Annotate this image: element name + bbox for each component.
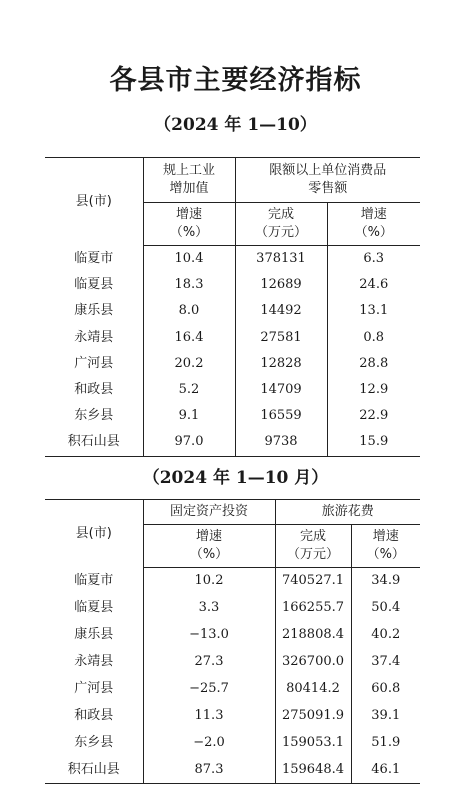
value-cell: 10.4 [143, 246, 235, 273]
value-cell: 51.9 [351, 729, 420, 756]
page-title: 各县市主要经济指标 [109, 65, 362, 96]
value-cell: 11.3 [143, 702, 275, 729]
table-row [45, 676, 420, 703]
value-cell: 24.6 [327, 272, 420, 298]
table2-subtitle: （2024 年 1—10 月） [142, 468, 329, 488]
value-cell: 12.9 [327, 377, 420, 403]
subheader-line: （%） [354, 225, 393, 240]
value-cell: 159053.1 [275, 729, 351, 756]
value-cell: 27.3 [143, 649, 275, 676]
value-cell: 740527.1 [275, 568, 351, 595]
value-cell: 20.2 [143, 351, 235, 377]
subheader-line: 增速 [360, 207, 387, 222]
value-cell: 14709 [235, 377, 327, 403]
value-cell: 9738 [235, 429, 327, 456]
table-row [45, 595, 420, 622]
value-cell: 40.2 [351, 622, 420, 649]
row-header [45, 158, 143, 246]
value-cell: 46.1 [351, 756, 420, 783]
value-cell: 34.9 [351, 568, 420, 595]
value-cell: 218808.4 [275, 622, 351, 649]
county-cell: 积石山县 [67, 434, 120, 450]
value-cell: 159648.4 [275, 756, 351, 783]
value-cell: 378131 [235, 246, 327, 273]
county-cell: 和政县 [74, 707, 114, 723]
county-cell: 和政县 [74, 382, 114, 398]
group-header-line: 旅游花费 [321, 504, 374, 519]
county-cell: 康乐县 [74, 303, 114, 319]
value-cell: −13.0 [143, 622, 275, 649]
value-cell: 50.4 [351, 595, 420, 622]
value-cell: 14492 [235, 298, 327, 324]
table-row [45, 622, 420, 649]
subheader-line: （%） [189, 547, 229, 562]
county-cell: 临夏市 [74, 573, 114, 589]
value-cell: 22.9 [327, 403, 420, 429]
county-cell: 临夏县 [74, 277, 114, 293]
table2 [45, 499, 420, 784]
group-header-retail [235, 158, 420, 203]
county-cell: 广河县 [74, 355, 114, 371]
value-cell: 39.1 [351, 702, 420, 729]
value-cell: 166255.7 [275, 595, 351, 622]
county-cell: 临夏县 [74, 600, 114, 616]
table-row [45, 729, 420, 756]
value-cell: −2.0 [143, 729, 275, 756]
table-row [45, 403, 420, 429]
value-cell: 16559 [235, 403, 327, 429]
value-cell: 275091.9 [275, 702, 351, 729]
group-header-industry [143, 158, 235, 203]
subheader-line: 完成 [267, 207, 294, 222]
row-header-label: 县(市) [75, 193, 112, 209]
value-cell: 27581 [235, 325, 327, 351]
value-cell: 12828 [235, 351, 327, 377]
value-cell: 18.3 [143, 272, 235, 298]
county-cell: 永靖县 [74, 654, 114, 670]
county-cell: 广河县 [74, 681, 114, 696]
value-cell: 13.1 [327, 298, 420, 324]
row-header [45, 500, 143, 568]
subheader-growth [327, 203, 420, 246]
subheader-line: 增速 [195, 529, 222, 544]
table1 [45, 157, 420, 457]
county-cell: 东乡县 [74, 734, 114, 750]
value-cell: 87.3 [143, 756, 275, 783]
subheader-line: 增速 [372, 529, 399, 544]
table-row [45, 649, 420, 676]
subheader-growth [143, 203, 235, 246]
subheader-line: （万元） [254, 225, 307, 240]
value-cell: 3.3 [143, 595, 275, 622]
table-row [45, 351, 420, 377]
subheader-growth [143, 525, 275, 568]
county-cell: 康乐县 [74, 627, 114, 643]
value-cell: 16.4 [143, 325, 235, 351]
table-row [45, 325, 420, 351]
value-cell: 8.0 [143, 298, 235, 324]
value-cell: 80414.2 [275, 676, 351, 703]
value-cell: 60.8 [351, 676, 420, 703]
value-cell: 10.2 [143, 568, 275, 595]
table-row [45, 429, 420, 456]
subheader-line: 增速 [175, 207, 202, 222]
subheader-complete [275, 525, 351, 568]
subheader-complete [235, 203, 327, 246]
subheader-line: 完成 [299, 529, 326, 544]
county-cell: 临夏市 [74, 250, 114, 266]
group-header-line: 固定资产投资 [169, 504, 248, 519]
value-cell: 37.4 [351, 649, 420, 676]
table-row [45, 702, 420, 729]
value-cell: 15.9 [327, 429, 420, 456]
value-cell: 5.2 [143, 377, 235, 403]
table-row [45, 568, 420, 595]
table-row [45, 298, 420, 324]
group-header-line: 增加值 [169, 181, 209, 196]
table-row [45, 377, 420, 403]
value-cell: 0.8 [327, 325, 420, 351]
table1-subtitle: （2024 年 1—10） [154, 115, 317, 135]
value-cell: 12689 [235, 272, 327, 298]
group-header-tourism [275, 500, 420, 525]
value-cell: 28.8 [327, 351, 420, 377]
subheader-growth [351, 525, 420, 568]
value-cell: 6.3 [327, 246, 420, 273]
subheader-line: （%） [169, 225, 209, 240]
row-header-label: 县(市) [75, 525, 112, 541]
group-header-line: 规上工业 [162, 163, 215, 178]
county-cell: 永靖县 [74, 329, 114, 345]
value-cell: −25.7 [143, 676, 275, 703]
value-cell: 97.0 [143, 429, 235, 456]
county-cell: 积石山县 [67, 761, 120, 777]
value-cell: 9.1 [143, 403, 235, 429]
table-row [45, 272, 420, 298]
group-header-line: 零售额 [308, 181, 348, 196]
table-row [45, 246, 420, 273]
group-header-line: 限额以上单位消费品 [269, 163, 387, 178]
subheader-line: （万元） [286, 547, 339, 562]
group-header-investment [143, 500, 275, 525]
county-cell: 东乡县 [74, 408, 114, 424]
table-row [45, 756, 420, 783]
value-cell: 326700.0 [275, 649, 351, 676]
subheader-line: （%） [366, 547, 405, 562]
